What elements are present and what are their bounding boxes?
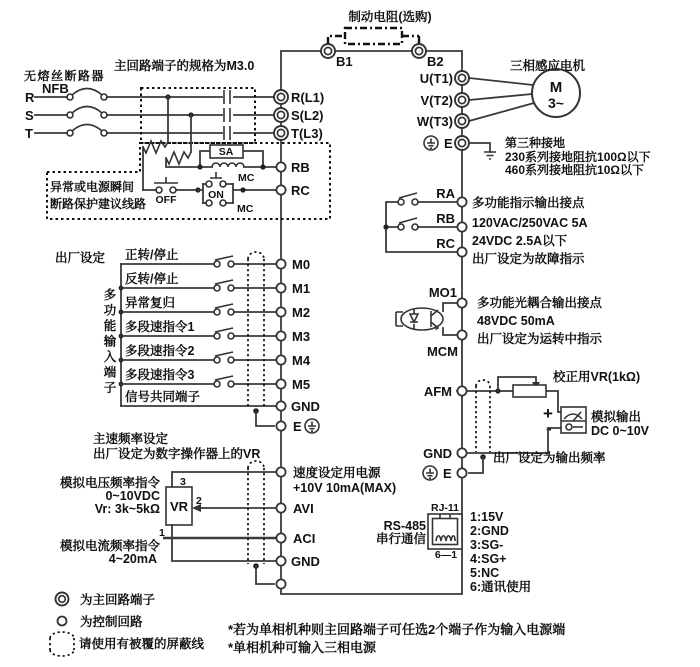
- input-row4-label: 多段速指令2: [125, 344, 195, 358]
- terminal-mcm-label: MCM: [426, 344, 458, 359]
- terminal-gnd-right-label: GND: [423, 446, 452, 461]
- main-freq-note-2: 出厂设定为数字操作器上的VR: [93, 447, 261, 461]
- motor-output: [417, 58, 651, 177]
- input-group-label: 多功能输入端子: [102, 288, 116, 397]
- terminal-s-l2-label: S(L2): [291, 108, 324, 123]
- terminal-w-t3-label: W(T3): [416, 114, 453, 129]
- rj11-pin6-label: 6:通讯使用: [470, 580, 532, 594]
- circled-earth-icon: [424, 136, 438, 150]
- terminal-gnd1-label: GND: [291, 399, 320, 414]
- nfb-label: NFB: [42, 81, 69, 96]
- speed-power-label-2: +10V 10mA(MAX): [293, 481, 397, 495]
- phase-s-label: S: [25, 108, 34, 123]
- terminal-avi-label: AVI: [293, 501, 314, 516]
- on-label: ON: [208, 189, 224, 201]
- photo-note-3: 出厂设定为运转中指示: [477, 332, 603, 346]
- off-label: OFF: [155, 194, 177, 206]
- analog-current-label-2: 4~20mA: [108, 552, 157, 566]
- terminal-m5-label: M5: [292, 377, 311, 392]
- rj11-connector-icon: [428, 514, 462, 549]
- circled-earth-icon: [305, 419, 319, 433]
- rs485-comm: [376, 502, 531, 594]
- terminal-b2-label: B2: [427, 54, 444, 69]
- meter-minus-label: -: [546, 419, 552, 438]
- terminal-u-t1-label: U(T1): [419, 71, 453, 86]
- earth-ground-icon: [484, 152, 496, 159]
- protection-note-1: 异常或电源瞬间: [50, 180, 135, 194]
- terminal-rb-left-label: RB: [291, 160, 310, 175]
- terminal-mo1-label: MO1: [428, 285, 457, 300]
- shielded-cable-afm: [469, 380, 490, 473]
- relay-outputs: [383, 186, 587, 266]
- rj11-pin4-label: 4:SG+: [470, 552, 507, 566]
- relay-note-2: 120VAC/250VAC 5A: [472, 216, 588, 230]
- phase-t-label: T: [25, 126, 33, 141]
- legend: [50, 592, 205, 656]
- analog-volt-label-2: 0~10VDC: [105, 489, 160, 503]
- calibration-vr-label: 校正用VR(1kΩ): [553, 370, 641, 384]
- legend-main-terminal-label: 为主回路端子: [80, 593, 156, 607]
- motor-m-label: M: [549, 79, 563, 96]
- input-row5-label: 多段速指令3: [125, 368, 195, 382]
- on-button-mc-aux: [198, 172, 276, 215]
- speed-power-label-1: 速度设定用电源: [293, 466, 381, 480]
- rj11-pin-range-label: 6—1: [434, 549, 458, 561]
- terminal-m1-label: M1: [292, 281, 311, 296]
- mc-coil-label: MC: [238, 172, 255, 184]
- input-common-label: 信号共同端子: [125, 390, 201, 404]
- vr-potentiometer: [159, 472, 275, 561]
- analog-output-label-2: DC 0~10V: [591, 424, 650, 438]
- terminal-m2-label: M2: [292, 305, 311, 320]
- rs485-label-2: 串行通信: [375, 532, 426, 546]
- terminal-r-l1-label: R(L1): [291, 90, 325, 105]
- shielded-cable-inputs: [248, 252, 274, 426]
- terminal-b1-label: B1: [336, 54, 353, 69]
- footnote-2: *单相机种可输入三相电源: [228, 640, 377, 655]
- terminal-m4-label: M4: [292, 353, 311, 368]
- meter-icon: [561, 407, 586, 433]
- motor-label: 三相感应电机: [510, 59, 586, 73]
- analog-volt-label-1: 模拟电压频率指令: [59, 476, 160, 490]
- terminal-rc-left-label: RC: [291, 183, 310, 198]
- terminal-rc-right-label: RC: [436, 236, 455, 251]
- terminal-aci-label: ACI: [293, 531, 316, 546]
- input-row0-label: 正转/停止: [125, 248, 179, 262]
- analog-output: [423, 369, 650, 481]
- terminal-e-top-label: E: [444, 136, 453, 151]
- relay-note-4: 出厂设定为故障指示: [472, 252, 585, 266]
- terminal-m0-label: M0: [292, 257, 311, 272]
- brake-resistor-label: 制动电阻(选购): [348, 10, 432, 24]
- vr-pin2-label: 2: [196, 495, 202, 507]
- frequency-setting: [60, 431, 396, 589]
- analog-volt-label-3: Vr: 3k~5kΩ: [94, 502, 160, 516]
- off-button: [143, 177, 198, 206]
- ground-note-3: 460系列接地阻抗10Ω以下: [505, 163, 644, 177]
- photo-note-2: 48VDC 50mA: [477, 314, 555, 328]
- breaker-label: 无熔丝断路器: [24, 69, 106, 83]
- mains-input: [24, 58, 324, 143]
- analog-output-label-1: 模拟输出: [591, 410, 642, 424]
- terminal-m3-label: M3: [292, 329, 311, 344]
- ground-note-1: 第三种接地: [505, 136, 566, 150]
- shielded-cable-analog: [248, 461, 274, 584]
- vr-label: VR: [169, 499, 189, 514]
- mc-coil-sa: [197, 145, 276, 184]
- input-row2-label: 异常复归: [125, 296, 176, 310]
- terminal-rb-right-label: RB: [436, 211, 455, 226]
- circled-earth-icon: [423, 466, 437, 480]
- terminal-gnd2-label: GND: [291, 554, 320, 569]
- meter-plus-label: +: [543, 404, 553, 423]
- legend-shield-icon: [50, 632, 74, 656]
- rj11-pin1-label: 1:15V: [470, 510, 504, 524]
- rs485-label-1: RS-485: [383, 519, 426, 533]
- terminal-t-l3-label: T(L3): [291, 126, 323, 141]
- motor-phase-label: 3~: [548, 95, 564, 111]
- rj11-pin5-label: 5:NC: [470, 566, 500, 580]
- nfb-breaker: [67, 89, 107, 137]
- legend-control-terminal-label: 为控制回路: [80, 615, 143, 629]
- factory-setting-label: 出厂设定: [55, 251, 106, 265]
- mc-aux-label: MC: [237, 203, 254, 215]
- main-terminal-spec: 主回路端子的规格为M3.0: [114, 59, 255, 73]
- rj11-label: RJ-11: [430, 502, 460, 514]
- brake-resistor-circuit: [321, 9, 444, 69]
- input-row3-label: 多段速指令1: [125, 320, 195, 334]
- terminal-ra-label: RA: [436, 186, 455, 201]
- main-freq-note-1: 主速频率设定: [93, 432, 169, 446]
- terminal-e-left-label: E: [293, 419, 302, 434]
- footnote-1: *若为单相机种则主回路端子可任选2个端子作为输入电源端: [228, 622, 566, 637]
- terminal-v-t2-label: V(T2): [420, 93, 453, 108]
- filter-capacitors: [224, 90, 230, 140]
- legend-shield-label: 请使用有被覆的屏蔽线: [79, 637, 205, 651]
- sa-label: SA: [218, 146, 234, 158]
- ground-note-2: 230系列接地阻抗100Ω以下: [505, 150, 651, 164]
- relay-note-3: 24VDC 2.5A以下: [472, 234, 568, 248]
- footnotes: [228, 622, 565, 655]
- switch-contact-icons: [214, 256, 234, 387]
- protection-note-2: 断路保护建议线路: [50, 197, 147, 211]
- mc-coil-icon: [212, 163, 244, 167]
- photocoupler-output: [396, 285, 603, 359]
- input-row1-label: 反转/停止: [125, 272, 179, 286]
- analog-current-label-1: 模拟电流频率指令: [59, 539, 160, 553]
- phase-r-label: R: [25, 90, 35, 105]
- rj11-pin3-label: 3:SG-: [470, 538, 504, 552]
- relay-note-1: 多功能指示输出接点: [472, 196, 585, 210]
- resistor-s-icon: [166, 152, 191, 164]
- vr-pin1-label: 1: [159, 527, 165, 539]
- terminal-afm-label: AFM: [423, 384, 452, 399]
- photo-note-1: 多功能光耦合输出接点: [477, 296, 603, 310]
- rj11-pin2-label: 2:GND: [470, 524, 509, 538]
- vr-pin3-label: 3: [180, 476, 186, 488]
- terminal-e-right-label: E: [443, 466, 452, 481]
- calibration-vr-icon: [513, 385, 546, 397]
- afm-note: 出厂设定为输出频率: [493, 451, 606, 465]
